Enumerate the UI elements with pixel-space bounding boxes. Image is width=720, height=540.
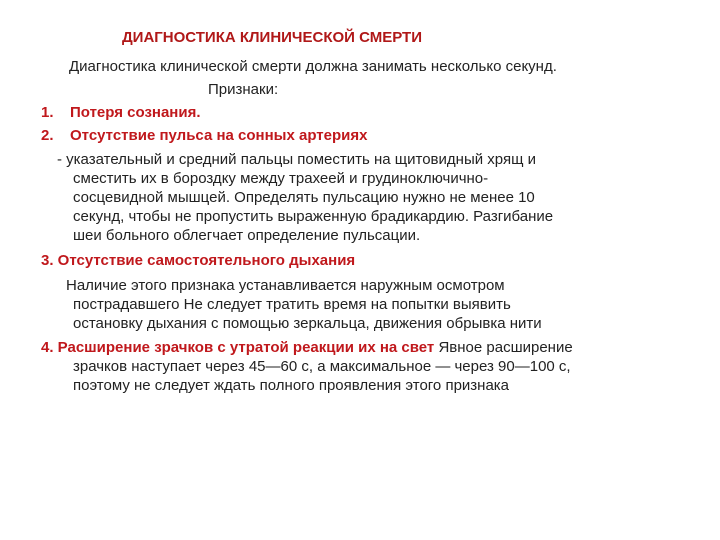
- item-4-text-line: зрачков наступает через 45—60 с, а максимальное — через 90—100 с,: [73, 358, 571, 375]
- item-2-text-line: - указательный и средний пальцы поместить на щитовидный хрящ и: [57, 151, 536, 168]
- item-2-text-line: шеи больного облегчает определение пульсации.: [73, 227, 421, 244]
- item-3-text-line: Наличие этого признака устанавливается наружным осмотром: [66, 277, 505, 294]
- item-3-heading: 3. Отсутствие самостоятельного дыхания: [41, 252, 356, 269]
- item-4-heading: 4. Расширение зрачков с утратой реакции их на свет: [41, 339, 435, 356]
- item-2-text-line: сместить их в бороздку между трахеей и грудиноключично-: [73, 170, 489, 187]
- item-2-number: 2.: [41, 127, 54, 144]
- item-2-text-line: секунд, чтобы не пропустить выраженную брадикардию. Разгибание: [73, 208, 554, 225]
- item-3-text-line: пострадавшего Не следует тратить время на попытки выявить: [73, 296, 511, 313]
- item-4-inline-text: Явное расширение: [434, 339, 573, 356]
- slide-title: ДИАГНОСТИКА КЛИНИЧЕСКОЙ СМЕРТИ: [122, 29, 422, 46]
- item-1-number: 1.: [41, 104, 54, 121]
- signs-label: Признаки:: [208, 81, 279, 98]
- item-4-text-line: поэтому не следует ждать полного проявления этого признака: [73, 377, 510, 394]
- item-4-first-line: [41, 338, 573, 357]
- item-2-heading: Отсутствие пульса на сонных артериях: [70, 127, 368, 144]
- item-2-text-line: сосцевидной мышцей. Определять пульсацию нужно не менее 10: [73, 189, 535, 206]
- item-3-text-line: остановку дыхания с помощью зеркальца, движения обрывка нити: [73, 315, 542, 332]
- intro-line: Диагностика клинической смерти должна занимать несколько секунд.: [69, 58, 557, 75]
- item-1-heading: Потеря сознания.: [70, 104, 201, 121]
